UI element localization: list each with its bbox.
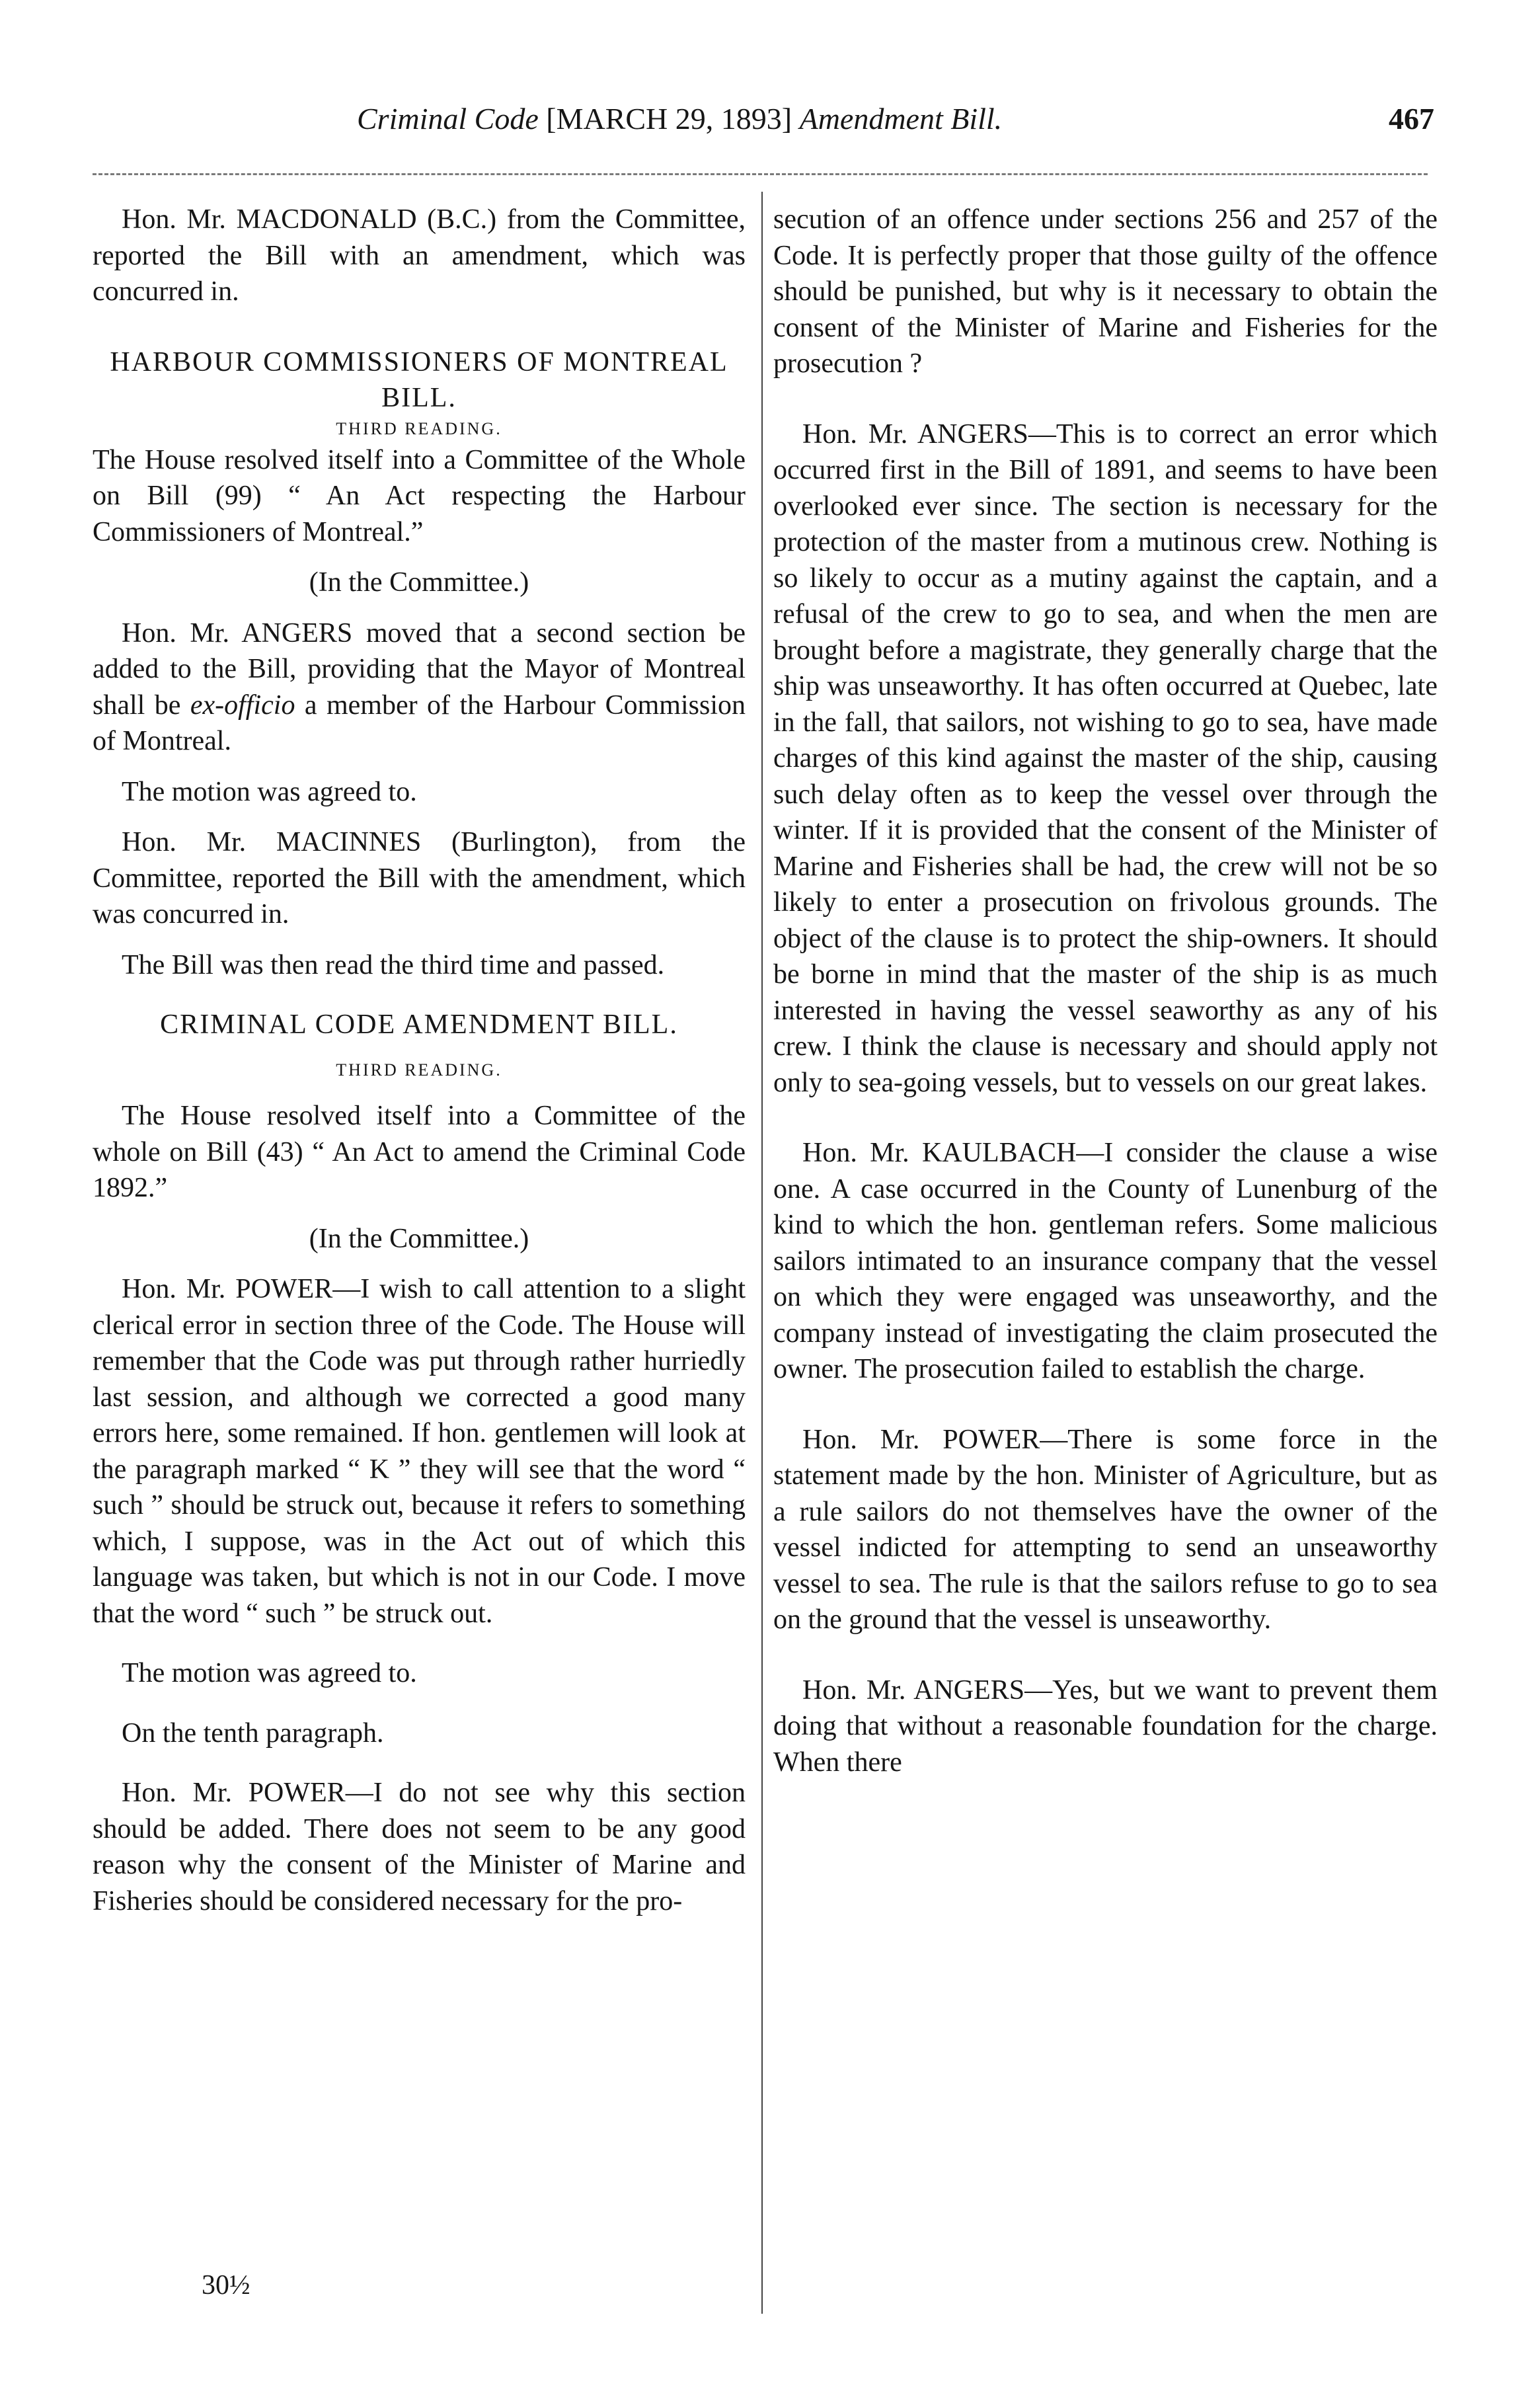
- right-column: [773, 202, 1438, 1780]
- header-rule: [93, 173, 1428, 175]
- paragraph: secution of an offence under sections 256 and 257 of the Code. It is perfectly proper that those guilty of the offence should be punished, but why is it necessary to obtain the consent of the Minister of Marine and Fisheries for the prosecution ?: [773, 204, 1438, 379]
- section-subheading: THIRD READING.: [336, 1060, 502, 1080]
- signature-mark: 30½: [202, 2270, 250, 2301]
- header-date: [MARCH 29, 1893]: [546, 102, 792, 136]
- section-heading: HARBOUR COMMISSIONERS OF MONTREAL BILL.: [110, 346, 728, 413]
- paragraph: Hon. Mr. MACDONALD (B.C.) from the Committee, reported the Bill with an amendment, which was concurred in.: [93, 204, 746, 307]
- paragraph: Hon. Mr. POWER—I wish to call attention to a slight clerical error in section three of the Code. The House will remember that the Code was put through rather hurriedly last session, and although we corrected a good many errors here, some remained. If hon. gentlemen will look at the paragraph marked “ K ” they will see that the word “ such ” should be struck out, because it refers to something which, I suppose, was in the Act out of which this language was taken, but which is not in our Code. I move that the word “ such ” be struck out.: [93, 1274, 746, 1629]
- paragraph: Hon. Mr. ANGERS—This is to correct an error which occurred first in the Bill of 1891, and seems to have been overlooked ever since. The section is necessary for the protection of the master from a mutinous crew. Nothing is so likely to occur as a mutiny against the captain, and a refusal of the crew to go to sea, and when the men are brought before a magistrate, they generally charge that the ship was unseaworthy. It has often occurred at Quebec, late in the fall, that sailors, not wishing to go to sea, have made charges of this kind against the master of the ship, causing such delay often as to keep the vessel over through the winter. If it is provided that the consent of the Minister of Marine and Fisheries shall be had, the crew will not be so likely to enter a prosecution on frivolous grounds. The object of the clause is to protect the ship-owners. It should be borne in mind that the master of the ship is as much interested in having the vessel seaworthy as any of his crew. I think the clause is necessary and should apply not only to sea-going vessels, but to vessels on our great lakes.: [773, 418, 1438, 1098]
- section-heading: CRIMINAL CODE AMENDMENT BILL.: [160, 1009, 678, 1040]
- committee-note: (In the Committee.): [309, 1223, 529, 1254]
- paragraph: Hon. Mr. KAULBACH—I consider the clause a wise one. A case occurred in the County of Lunenburg of the kind to which the hon. gentleman refers. Some malicious sailors intimated to an insurance company that the vessel on which they were engaged was unseaworthy, and the company instead of investigating the claim prosecuted the owner. The prosecution failed to establish the charge.: [773, 1138, 1438, 1384]
- paragraph: The House resolved itself into a Committee of the whole on Bill (43) “ An Act to amend the Criminal Code 1892.”: [93, 1101, 746, 1203]
- paragraph: [93, 615, 746, 760]
- paragraph: The motion was agreed to.: [122, 1658, 417, 1688]
- italic-term: ex-officio: [190, 689, 295, 721]
- section-subheading: THIRD READING.: [336, 418, 502, 438]
- paragraph: The motion was agreed to.: [122, 776, 417, 807]
- header-title-part1: Criminal Code: [357, 102, 539, 136]
- paragraph: Hon. Mr. ANGERS—Yes, but we want to prevent them doing that without a reasonable foundation for the charge. When there: [773, 1674, 1438, 1778]
- header-title-part2: Amendment Bill.: [799, 102, 1003, 136]
- paragraph: The Bill was then read the third time and passed.: [122, 949, 665, 980]
- paragraph: Hon. Mr. MACINNES (Burlington), from the Committee, reported the Bill with the amendment, which was concurred in.: [93, 827, 746, 929]
- paragraph-text: Hon. Mr. ANGERS moved that a second section be added to the Bill, providing that the Mayor of Montreal shall be: [93, 617, 746, 721]
- header-title: [357, 96, 1002, 142]
- paragraph: The House resolved itself into a Committee of the Whole on Bill (99) “ An Act respecting the Harbour Commissioners of Montreal.”: [93, 444, 746, 547]
- column-divider: [761, 192, 763, 2314]
- left-column: [93, 202, 746, 1919]
- paragraph: Hon. Mr. POWER—There is some force in the statement made by the hon. Minister of Agriculture, but as a rule sailors do not themselves have the owner of the vessel indicted for attempting to send an unseaworthy vessel to sea. The rule is that the sailors refuse to go to sea on the ground that the vessel is unseaworthy.: [773, 1424, 1438, 1635]
- running-header: [357, 96, 1434, 142]
- paragraph: Hon. Mr. POWER—I do not see why this section should be added. There does not seem to be any good reason why the consent of the Minister of Marine and Fisheries should be considered necessary for the pro-: [93, 1778, 746, 1916]
- paragraph-text: a member of the Harbour Commission of Montreal.: [93, 689, 746, 756]
- paragraph: On the tenth paragraph.: [122, 1717, 384, 1749]
- page-number: 467: [1389, 102, 1434, 136]
- committee-note: (In the Committee.): [309, 567, 529, 598]
